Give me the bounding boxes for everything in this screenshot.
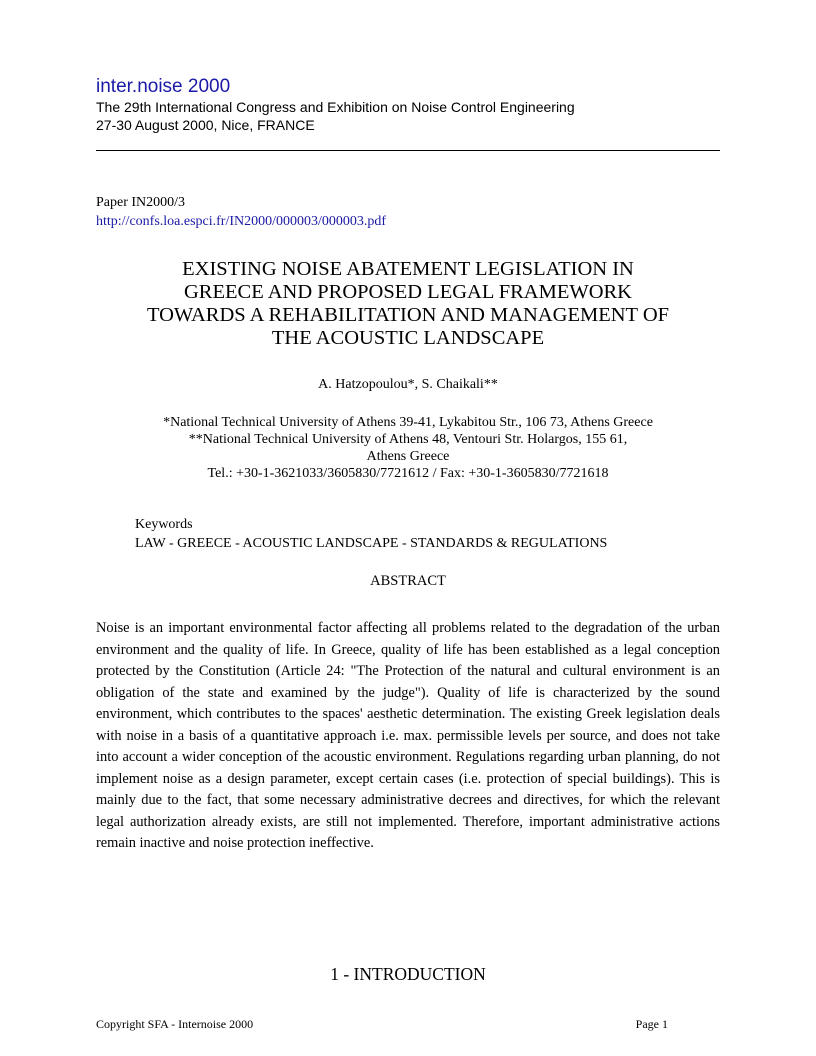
keywords-block (135, 515, 607, 553)
title-line: TOWARDS A REHABILITATION AND MANAGEMENT OF (146, 304, 670, 326)
abstract-heading: ABSTRACT (370, 573, 446, 589)
keywords-label: Keywords (135, 517, 193, 532)
affiliations (96, 414, 720, 482)
abstract-text: Noise is an important environmental factor affecting all problems related to the degradation of the urban environment and the quality of life. In Greece, quality of life has been established as a legal conception protected by the Constitution (Article 24: "The Protection of the natural and cultural environment is an obligation of the state and examined by the judge"). Quality of life is characterized by the sound environment, which contributes to the spaces' aesthetic determination. The existing Greek legislation deals with noise in a basis of a quantitative approach i.e. max. permissible levels per source, and does not take into account a wider conception of the acoustic environment. Regulations regarding urban planning, do not implement noise as a design parameter, except certain cases (i.e. protection of special buildings). This is mainly due to the fact, that some necessary administrative decrees and directives, for which the relevant legal authorization already exists, are still not implemented. Therefore, important administrative actions remain inactive and noise protection ineffective. (96, 620, 720, 851)
title-line: THE ACOUSTIC LANDSCAPE (271, 327, 545, 349)
authors: A. Hatzopoulou*, S. Chaikali** (318, 377, 498, 392)
conference-name: inter.noise 2000 (96, 76, 231, 97)
affiliation-line: *National Technical University of Athens 39-41, Lykabitou Str., 106 73, Athens Greece (163, 415, 653, 430)
title-line: GREECE AND PROPOSED LEGAL FRAMEWORK (184, 281, 632, 303)
title-line: EXISTING NOISE ABATEMENT LEGISLATION IN (182, 258, 634, 280)
footer-page-number: Page 1 (635, 1017, 668, 1031)
paper-id: Paper IN2000/3 (96, 195, 186, 210)
header-divider (96, 150, 720, 151)
paper-url-link[interactable]: http://confs.loa.espci.fr/IN2000/000003/000003.pdf (96, 214, 387, 229)
footer-copyright: Copyright SFA - Internoise 2000 (96, 1017, 254, 1031)
affiliation-line: Athens Greece (366, 449, 450, 464)
conference-dates: 27-30 August 2000, Nice, FRANCE (96, 117, 315, 133)
conference-title: The 29th International Congress and Exhibition on Noise Control Engineering (96, 99, 575, 115)
section-heading: 1 - INTRODUCTION (330, 964, 486, 984)
affiliation-line: **National Technical University of Athens 48, Ventouri Str. Holargos, 155 61, (188, 432, 628, 447)
affiliation-line: Tel.: +30-1-3621033/3605830/7721612 / Fax: +30-1-3605830/7721618 (207, 466, 609, 481)
conference-header (96, 76, 720, 134)
keywords-list: LAW - GREECE - ACOUSTIC LANDSCAPE - STANDARDS & REGULATIONS (135, 536, 608, 551)
paper-title (96, 258, 720, 350)
